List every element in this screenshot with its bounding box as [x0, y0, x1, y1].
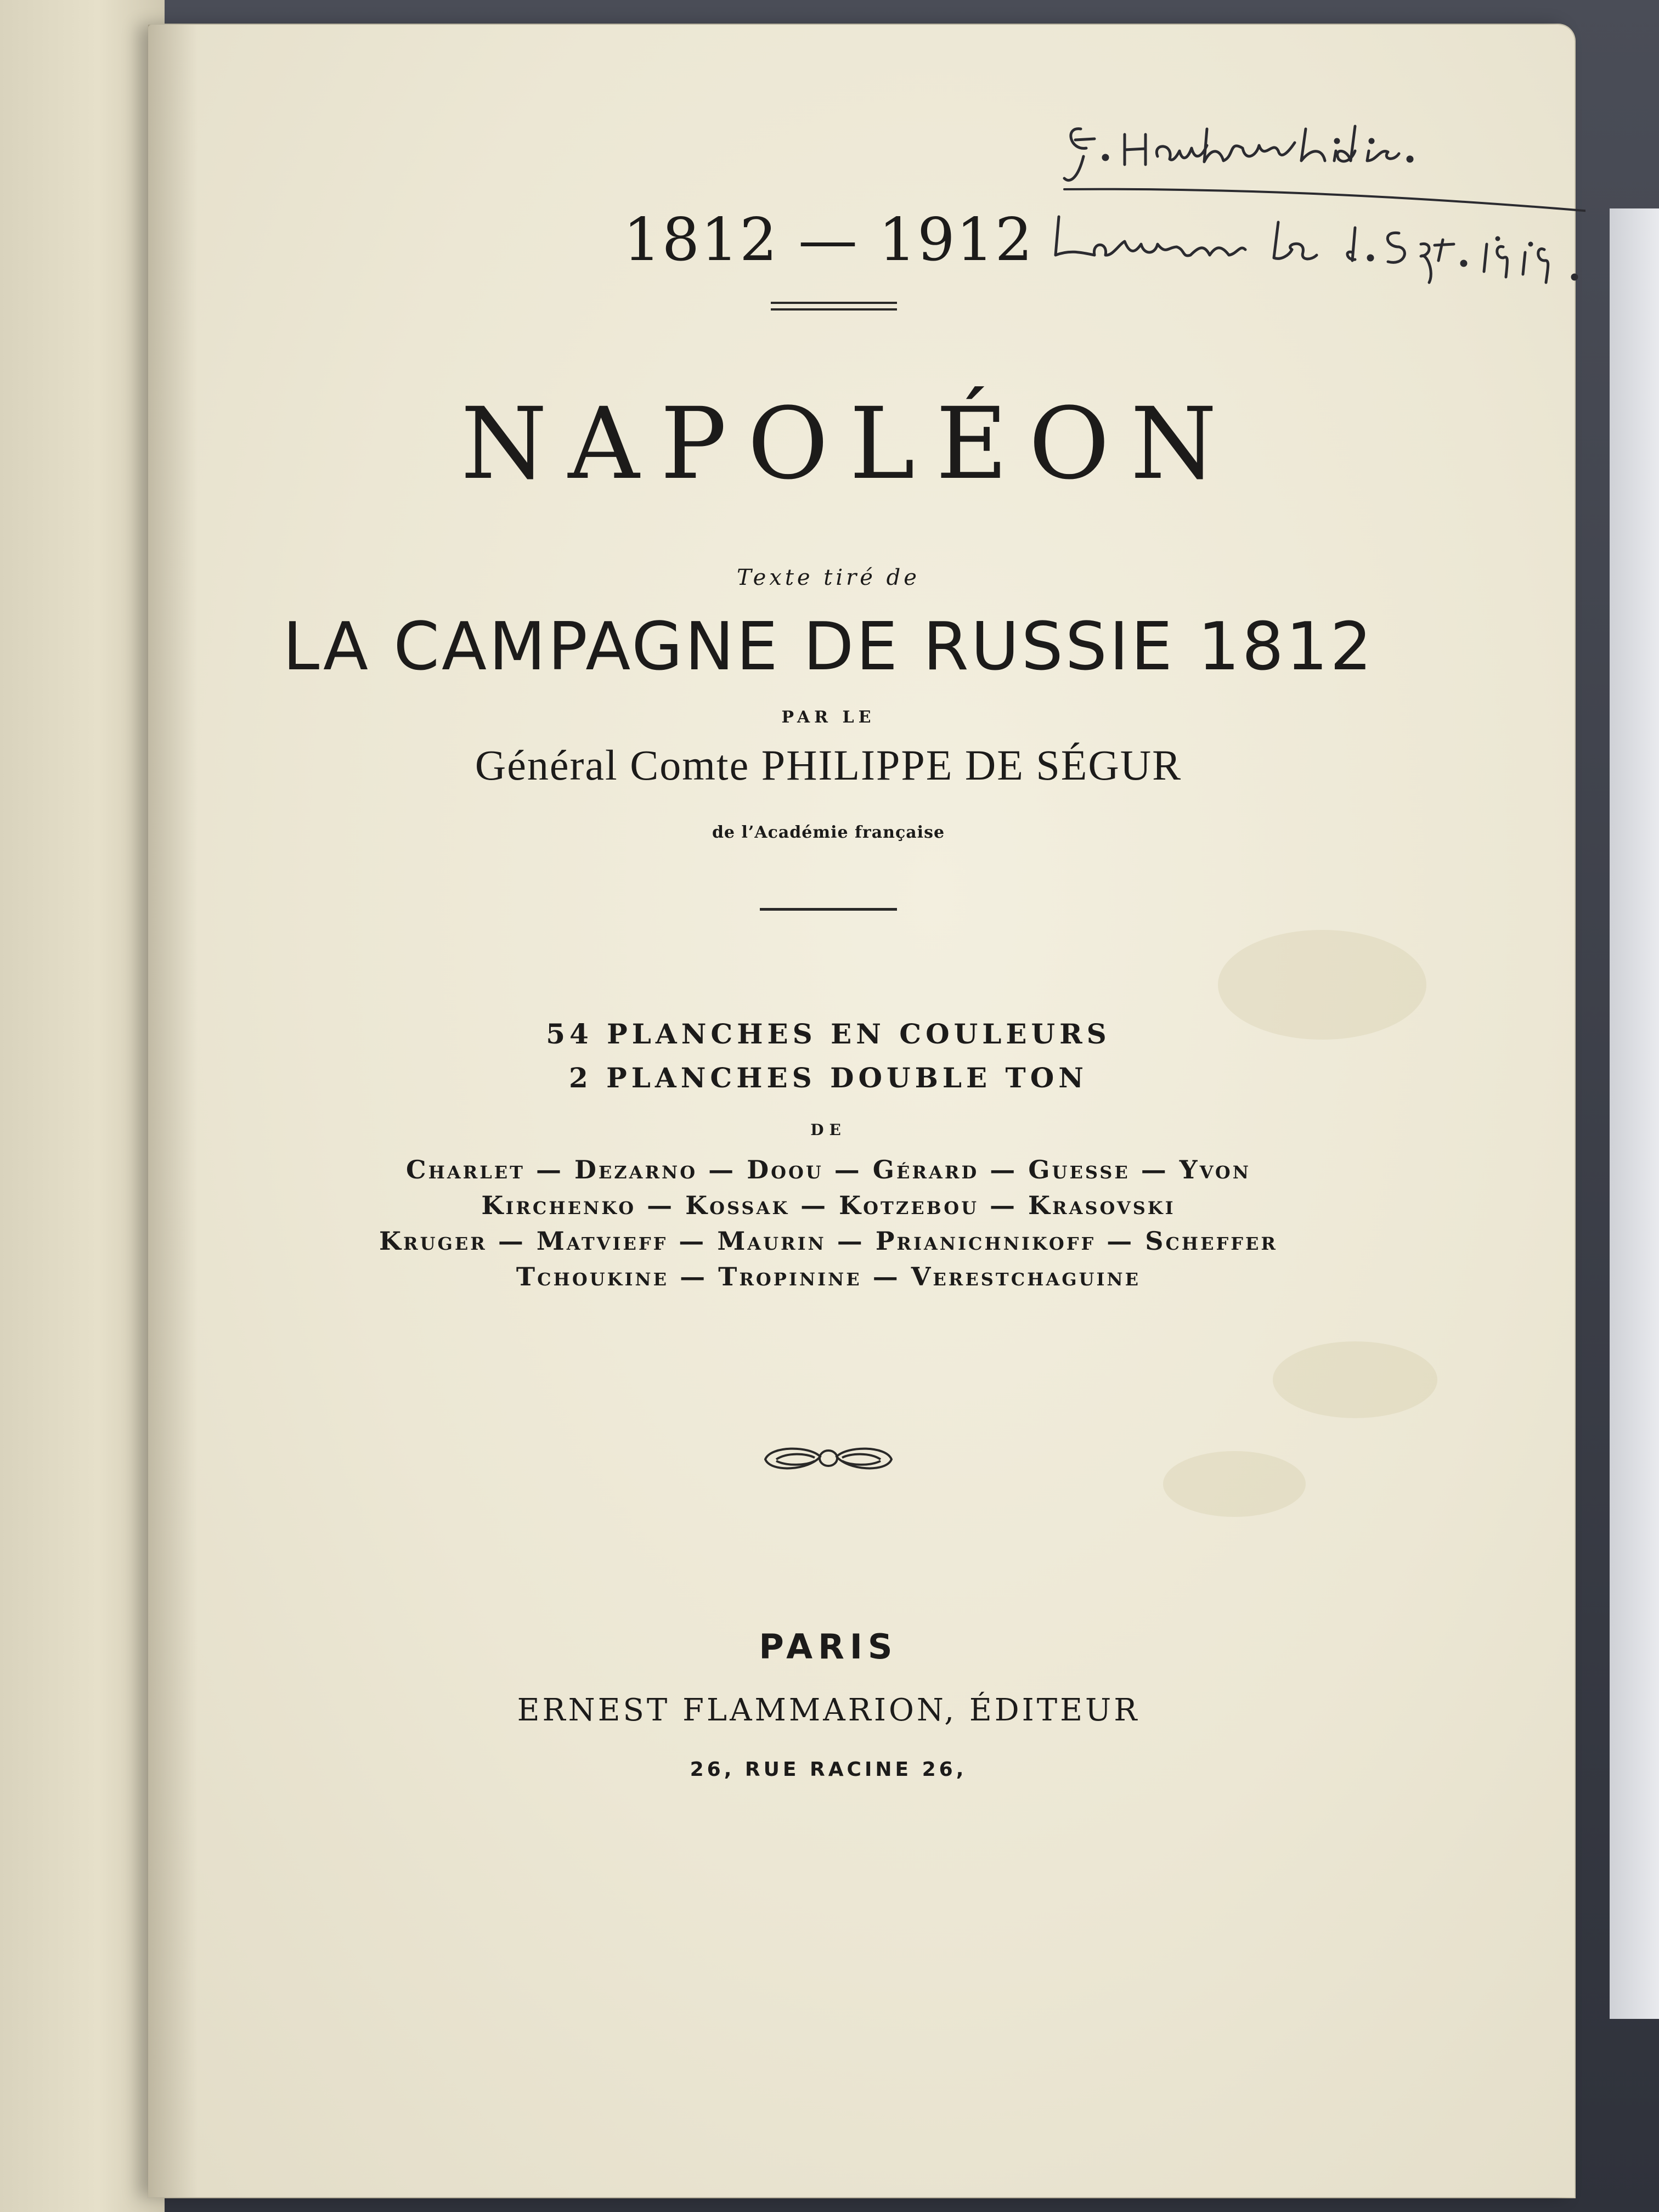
artists-line: Tchoukine — Tropinine — Verestchaguine — [516, 1262, 1141, 1291]
de-label: DE — [810, 1121, 847, 1139]
academie-line: de l’Académie française — [712, 823, 945, 842]
paper-stain — [1163, 1451, 1306, 1517]
double-rule-divider — [771, 302, 897, 311]
background-surface — [1610, 208, 1659, 2019]
address-line: 26, RUE RACINE 26, — [690, 1758, 967, 1781]
author-line — [148, 741, 1509, 790]
author-prefix: Général Comte — [475, 741, 750, 789]
title-page — [148, 25, 1575, 2197]
ornament-icon — [760, 1440, 897, 1479]
facing-page-edge — [0, 0, 165, 2212]
artists-line: Kirchenko — Kossak — Kotzebou — Krasovski — [481, 1190, 1176, 1220]
years-heading: 1812 — 1912 — [623, 206, 1034, 274]
single-rule-divider — [760, 908, 897, 911]
par-le-label: PAR LE — [781, 708, 876, 727]
gutter-shadow — [148, 25, 198, 2197]
author-name: PHILIPPE DE SÉGUR — [761, 741, 1182, 789]
paper-stain — [1273, 1341, 1437, 1418]
artists-line: Kruger — Matvieff — Maurin — Prianichnikoff — Scheffer — [379, 1226, 1278, 1256]
book-title: NAPOLÉON — [460, 387, 1238, 501]
artists-line: Charlet — Dezarno — Doou — Gérard — Guesse — Yvon — [405, 1155, 1251, 1184]
city-label: PARIS — [759, 1627, 898, 1667]
planches-line: 54 PLANCHES EN COULEURS — [546, 1018, 1111, 1050]
texte-tire-label: Texte tiré de — [737, 565, 920, 590]
publisher-line: ERNEST FLAMMARION, ÉDITEUR — [517, 1692, 1140, 1728]
work-subtitle: LA CAMPAGNE DE RUSSIE 1812 — [283, 609, 1374, 685]
planches-line: 2 PLANCHES DOUBLE TON — [568, 1062, 1088, 1094]
